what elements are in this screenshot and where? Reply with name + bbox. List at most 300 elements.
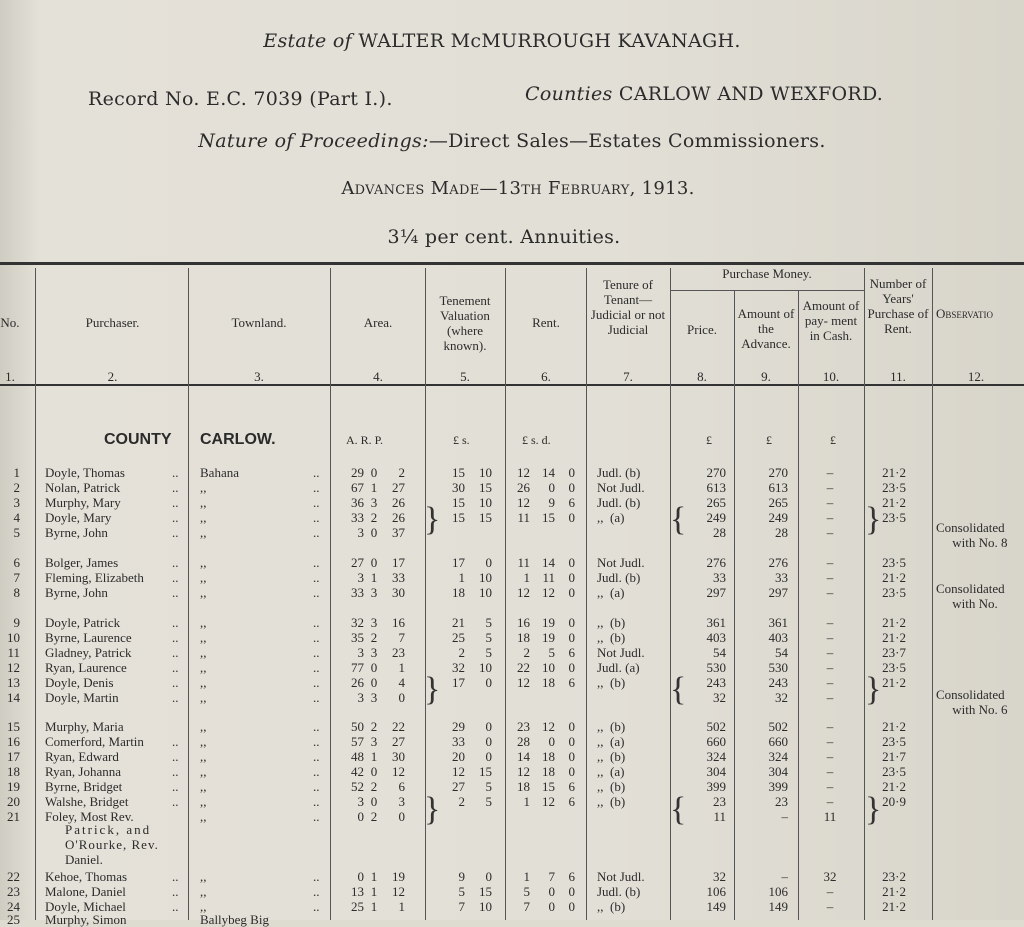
price: 249 [706, 510, 726, 525]
price: 149 [706, 899, 726, 914]
area-acres: 42 [351, 764, 364, 779]
cash-payment: – [826, 719, 834, 734]
purchaser: Bolger, James [45, 555, 119, 570]
area-acres: 27 [351, 555, 364, 570]
tenure: ,, (b) [597, 675, 626, 690]
area-roods: 3 [370, 615, 378, 630]
purchaser: Kehoe, Thomas [45, 869, 128, 884]
valuation-shillings: 5 [485, 615, 492, 630]
col-header-years: Number of Years' Purchase of Rent. [867, 276, 929, 336]
price: 297 [706, 585, 726, 600]
years-purchase: 21·2 [882, 719, 906, 734]
leader-dots: .. [172, 630, 179, 645]
price: 660 [706, 734, 726, 749]
row-number: 21 [7, 809, 20, 824]
col-number: 6. [541, 369, 551, 384]
area-perches: 33 [392, 570, 405, 585]
valuation-pounds: 9 [458, 869, 465, 884]
cash-payment: – [826, 630, 834, 645]
purchaser: Ryan, Edward [45, 749, 119, 764]
area-roods: 0 [370, 525, 378, 540]
rent-pence: 0 [568, 749, 575, 764]
valuation-shillings: 5 [485, 630, 492, 645]
price: 32 [713, 869, 726, 884]
area-roods: 1 [370, 480, 378, 495]
valuation-shillings: 15 [479, 480, 492, 495]
area-perches: 23 [392, 645, 405, 660]
col-number: 1. [5, 369, 15, 384]
tenure: Judl. (b) [597, 570, 641, 585]
cash-payment: 11 [823, 809, 837, 824]
leader-dots: .. [313, 869, 320, 884]
area-perches: 30 [392, 585, 405, 600]
leader-dots: .. [172, 615, 179, 630]
area-acres: 33 [351, 585, 364, 600]
rent-pence: 0 [568, 764, 575, 779]
leader-dots: .. [172, 734, 179, 749]
years-purchase: 23·2 [882, 869, 906, 884]
area-roods: 3 [370, 690, 378, 705]
valuation-pounds: 32 [452, 660, 465, 675]
leader-dots: .. [172, 884, 179, 899]
valuation-shillings: 15 [479, 884, 492, 899]
row-number: 24 [7, 899, 20, 914]
rent-pence: 0 [568, 570, 575, 585]
valuation-shillings: 0 [485, 749, 492, 764]
valuation-shillings: 0 [485, 734, 492, 749]
rent-pence: 0 [568, 585, 575, 600]
years-purchase: 23·5 [882, 480, 906, 495]
leader-dots: .. [172, 495, 179, 510]
table-row [0, 749, 1024, 764]
leader-dots: .. [313, 884, 320, 899]
valuation-pounds: 17 [452, 675, 465, 690]
rent-shillings: 10 [542, 660, 555, 675]
row-number: 1 [13, 465, 20, 480]
valuation-pounds: 25 [452, 630, 465, 645]
rent-shillings: 0 [548, 899, 555, 914]
valuation-pounds: 12 [452, 764, 465, 779]
rent-shillings: 0 [548, 884, 555, 899]
advance: 23 [775, 794, 788, 809]
leader-dots: .. [172, 764, 179, 779]
valuation-shillings: 10 [479, 570, 492, 585]
years-purchase: 23·5 [882, 764, 906, 779]
tenure: ,, (a) [597, 764, 625, 779]
cash-payment: – [826, 749, 834, 764]
area-roods: 0 [370, 675, 378, 690]
tenure: Not Judl. [597, 645, 645, 660]
tenure: ,, (b) [597, 899, 626, 914]
area-perches: 22 [392, 719, 405, 734]
townland: ,, [200, 615, 207, 630]
leader-dots: .. [172, 480, 179, 495]
rent-shillings: 19 [542, 630, 555, 645]
leader-dots: .. [313, 525, 320, 540]
tenure: Judl. (b) [597, 495, 641, 510]
price: 324 [706, 749, 726, 764]
area-roods: 0 [370, 660, 378, 675]
valuation-pounds: 18 [452, 585, 465, 600]
rent-shillings: 18 [542, 675, 555, 690]
purchaser: Murphy, Maria [45, 719, 124, 734]
counties-line: Counties CARLOW AND WEXFORD. [525, 83, 884, 105]
col-header-townland: Townland. [231, 315, 287, 330]
price: 530 [706, 660, 726, 675]
col-header-area: Area. [363, 315, 393, 330]
years-purchase: 23·5 [882, 660, 906, 675]
table-row [0, 585, 1024, 600]
purchaser: Malone, Daniel [45, 884, 126, 899]
rent-pence: 0 [568, 734, 575, 749]
area-roods: 2 [370, 630, 378, 645]
valuation-shillings: 0 [485, 555, 492, 570]
rent-pounds: 22 [517, 660, 530, 675]
years-purchase: 21·2 [882, 675, 906, 690]
leader-dots: .. [172, 779, 179, 794]
table-row [0, 869, 1024, 884]
valuation-shillings: 10 [479, 585, 492, 600]
townland: ,, [200, 884, 207, 899]
area-roods: 1 [370, 570, 378, 585]
leader-dots: .. [313, 809, 320, 824]
rent-shillings: 0 [548, 480, 555, 495]
purchaser: Fleming, Elizabeth [45, 570, 144, 585]
area-roods: 0 [370, 555, 378, 570]
purchaser: Walshe, Bridget [45, 794, 129, 809]
row-number: 4 [13, 510, 20, 525]
rent-pounds: 1 [523, 869, 530, 884]
years-purchase: 23·7 [882, 645, 906, 660]
tenure: Judl. (b) [597, 465, 641, 480]
purchaser: Doyle, Martin [45, 690, 119, 705]
rent-units: £ s. d. [522, 433, 551, 447]
rent-shillings: 11 [542, 570, 555, 585]
table-row [0, 480, 1024, 495]
leader-dots: .. [313, 555, 320, 570]
col-number: 9. [761, 369, 771, 384]
valuation-shillings: 10 [479, 660, 492, 675]
area-acres: 3 [357, 690, 364, 705]
valuation-shillings: 5 [485, 645, 492, 660]
area-perches: 12 [392, 764, 405, 779]
townland: Bahana [200, 465, 239, 480]
annuities-rate: 3¼ per cent. Annuities. [387, 226, 621, 248]
advance: 32 [775, 690, 788, 705]
years-purchase: 21·2 [882, 570, 906, 585]
col-number: 5. [460, 369, 470, 384]
townland: ,, [200, 690, 207, 705]
valuation-shillings: 0 [485, 675, 492, 690]
valuation-pounds: 15 [452, 510, 465, 525]
cash-payment: – [826, 675, 834, 690]
price: 304 [706, 764, 726, 779]
leader-dots: .. [313, 660, 320, 675]
advance: 403 [768, 630, 788, 645]
table-row [0, 570, 1024, 585]
area-perches: 26 [392, 510, 405, 525]
area-roods: 3 [370, 645, 378, 660]
col-number: 2. [107, 369, 118, 384]
area-units: A. R. P. [346, 433, 384, 447]
townland: ,, [200, 555, 207, 570]
townland: ,, [200, 630, 207, 645]
advance: 324 [768, 749, 788, 764]
townland: ,, [200, 779, 207, 794]
tenure: ,, (b) [597, 794, 626, 809]
cash-payment: – [826, 690, 834, 705]
rent-pounds: 1 [523, 570, 530, 585]
leader-dots: .. [172, 570, 179, 585]
table-row [0, 734, 1024, 749]
table-row [0, 615, 1024, 630]
advance: 149 [768, 899, 788, 914]
tenure: ,, (a) [597, 734, 625, 749]
rent-pence: 0 [568, 510, 575, 525]
rent-shillings: 12 [542, 719, 555, 734]
price: 270 [706, 465, 726, 480]
advance: 399 [768, 779, 788, 794]
table-row [0, 884, 1024, 899]
col-number: 8. [697, 369, 707, 384]
valuation-pounds: 2 [458, 645, 465, 660]
area-acres: 35 [351, 630, 364, 645]
purchaser-continuation: Daniel. [65, 852, 103, 867]
area-acres: 48 [351, 749, 364, 764]
purchaser: Comerford, Martin [45, 734, 144, 749]
rent-pounds: 12 [517, 585, 530, 600]
valuation-shillings: 0 [485, 869, 492, 884]
area-perches: 0 [398, 809, 405, 824]
leader-dots: .. [313, 690, 320, 705]
purchaser: Gladney, Patrick [45, 645, 132, 660]
col-header-valuation: Tenement Valuation (where known). [439, 293, 491, 353]
price: 11 [713, 809, 726, 824]
rent-shillings: 14 [542, 465, 555, 480]
rent-shillings: 12 [542, 794, 555, 809]
valuation-pounds: 29 [452, 719, 465, 734]
leader-dots: .. [313, 749, 320, 764]
rent-shillings: 19 [542, 615, 555, 630]
leader-dots: .. [313, 675, 320, 690]
table-row [0, 465, 1024, 480]
rent-pence: 6 [568, 869, 575, 884]
cash-payment: – [826, 660, 834, 675]
observation-note: Consolidated with No. [936, 581, 1005, 611]
valuation-pounds: 17 [452, 555, 465, 570]
cash-payment: – [826, 779, 834, 794]
row-number: 10 [7, 630, 20, 645]
tenure: ,, (b) [597, 615, 626, 630]
area-acres: 33 [351, 510, 364, 525]
row-number: 22 [7, 869, 20, 884]
cash-payment: 32 [823, 869, 837, 884]
purchaser: Doyle, Mary [45, 510, 112, 525]
area-roods: 3 [370, 734, 378, 749]
townland: ,, [200, 525, 207, 540]
leader-dots: .. [313, 794, 320, 809]
area-roods: 3 [370, 585, 378, 600]
brace-price: { [670, 501, 687, 538]
leader-dots: .. [172, 555, 179, 570]
rent-pounds: 7 [523, 899, 530, 914]
area-perches: 3 [398, 794, 405, 809]
townland: ,, [200, 719, 207, 734]
area-roods: 3 [370, 495, 378, 510]
leader-dots: .. [313, 779, 320, 794]
record-number: Record No. E.C. 7039 (Part I.). [88, 88, 393, 110]
years-purchase: 21·2 [882, 630, 906, 645]
row-number: 12 [7, 660, 20, 675]
area-perches: 2 [398, 465, 405, 480]
county-label: COUNTY [104, 431, 172, 448]
row-number: 5 [13, 525, 20, 540]
area-perches: 27 [392, 734, 405, 749]
advance: 304 [768, 764, 788, 779]
tenure: Judl. (a) [597, 660, 640, 675]
purchaser: Doyle, Michael [45, 899, 126, 914]
townland: ,, [200, 585, 207, 600]
rent-pence: 6 [568, 794, 575, 809]
row-number: 3 [13, 495, 20, 510]
advance: 297 [768, 585, 788, 600]
valuation-pounds: 27 [452, 779, 465, 794]
area-roods: 2 [370, 510, 378, 525]
valuation-shillings: 15 [479, 510, 492, 525]
rent-shillings: 15 [542, 779, 555, 794]
col-number: 3. [254, 369, 264, 384]
table-row-continuation [0, 852, 1024, 867]
valuation-pounds: 15 [452, 495, 465, 510]
leader-dots: .. [313, 585, 320, 600]
col-number: 4. [373, 369, 383, 384]
purchaser: Murphy, Simon [45, 912, 127, 927]
rent-pounds: 14 [517, 749, 530, 764]
col-header-no: No. [0, 315, 20, 330]
area-acres: 57 [351, 734, 364, 749]
area-roods: 0 [370, 465, 378, 480]
col-header-purchaser: Purchaser. [85, 315, 140, 330]
price-units: £ [706, 433, 712, 447]
valuation-pounds: 1 [458, 570, 465, 585]
col-header-advance: Amount of the Advance. [737, 306, 795, 351]
price: 361 [706, 615, 726, 630]
valuation-shillings: 5 [485, 779, 492, 794]
valuation-shillings: 10 [479, 899, 492, 914]
purchaser: Doyle, Denis [45, 675, 114, 690]
leader-dots: .. [172, 794, 179, 809]
valuation-pounds: 2 [458, 794, 465, 809]
cash-payment: – [826, 615, 834, 630]
leader-dots: .. [172, 690, 179, 705]
tenure: ,, (b) [597, 719, 626, 734]
leader-dots: .. [313, 899, 320, 914]
area-perches: 7 [398, 630, 405, 645]
leader-dots: .. [172, 525, 179, 540]
cash-payment: – [826, 495, 834, 510]
tenure: ,, (b) [597, 630, 626, 645]
area-acres: 13 [351, 884, 364, 899]
area-roods: 1 [370, 899, 378, 914]
area-perches: 30 [392, 749, 405, 764]
col-header-observations: Observatio [936, 306, 994, 321]
rent-shillings: 14 [542, 555, 555, 570]
purchaser-continuation: O'Rourke, Rev. [65, 837, 159, 852]
years-purchase: 21·2 [882, 884, 906, 899]
area-perches: 26 [392, 495, 405, 510]
years-purchase: 23·5 [882, 555, 906, 570]
price: 265 [706, 495, 726, 510]
rent-pence: 0 [568, 660, 575, 675]
townland: ,, [200, 570, 207, 585]
valuation-pounds: 33 [452, 734, 465, 749]
leader-dots: .. [172, 645, 179, 660]
valuation-pounds: 15 [452, 465, 465, 480]
table-row [0, 764, 1024, 779]
townland: ,, [200, 660, 207, 675]
rent-pounds: 28 [517, 734, 530, 749]
tenure: ,, (b) [597, 779, 626, 794]
advance: 106 [768, 884, 788, 899]
row-number: 23 [7, 884, 20, 899]
valuation-pounds: 20 [452, 749, 465, 764]
leader-dots: .. [313, 719, 320, 734]
years-purchase: 21·7 [882, 749, 906, 764]
cash-payment: – [826, 884, 834, 899]
area-acres: 3 [357, 525, 364, 540]
price: 28 [713, 525, 726, 540]
leader-dots: .. [313, 645, 320, 660]
price: 54 [713, 645, 726, 660]
leader-dots: .. [172, 465, 179, 480]
row-number: 14 [7, 690, 20, 705]
area-perches: 19 [392, 869, 405, 884]
row-number: 18 [7, 764, 20, 779]
rent-shillings: 0 [548, 734, 555, 749]
advance: 660 [768, 734, 788, 749]
observation-note: Consolidated with No. 8 [936, 520, 1008, 550]
leader-dots: .. [313, 480, 320, 495]
col-header-price: Price. [687, 322, 717, 337]
rent-pounds: 2 [523, 645, 530, 660]
purchaser: Byrne, John [45, 525, 108, 540]
rent-pence: 0 [568, 630, 575, 645]
row-number: 15 [7, 719, 20, 734]
years-purchase: 21·2 [882, 495, 906, 510]
row-number: 2 [13, 480, 20, 495]
tenure: Judl. (b) [597, 884, 641, 899]
years-purchase: 23·5 [882, 585, 906, 600]
rent-pounds: 12 [517, 465, 530, 480]
advance: 243 [768, 675, 788, 690]
rent-pounds: 16 [517, 615, 530, 630]
area-acres: 3 [357, 645, 364, 660]
purchase-money-rule [671, 290, 864, 291]
row-number: 11 [7, 645, 20, 660]
area-roods: 0 [370, 764, 378, 779]
area-roods: 2 [370, 719, 378, 734]
rent-pence: 0 [568, 884, 575, 899]
years-purchase: 21·2 [882, 465, 906, 480]
rent-pence: 6 [568, 495, 575, 510]
townland: ,, [200, 495, 207, 510]
rent-pence: 0 [568, 555, 575, 570]
row-number: 6 [13, 555, 20, 570]
advance: 249 [768, 510, 788, 525]
leader-dots: .. [172, 585, 179, 600]
row-number: 16 [7, 734, 20, 749]
advance: 276 [768, 555, 788, 570]
